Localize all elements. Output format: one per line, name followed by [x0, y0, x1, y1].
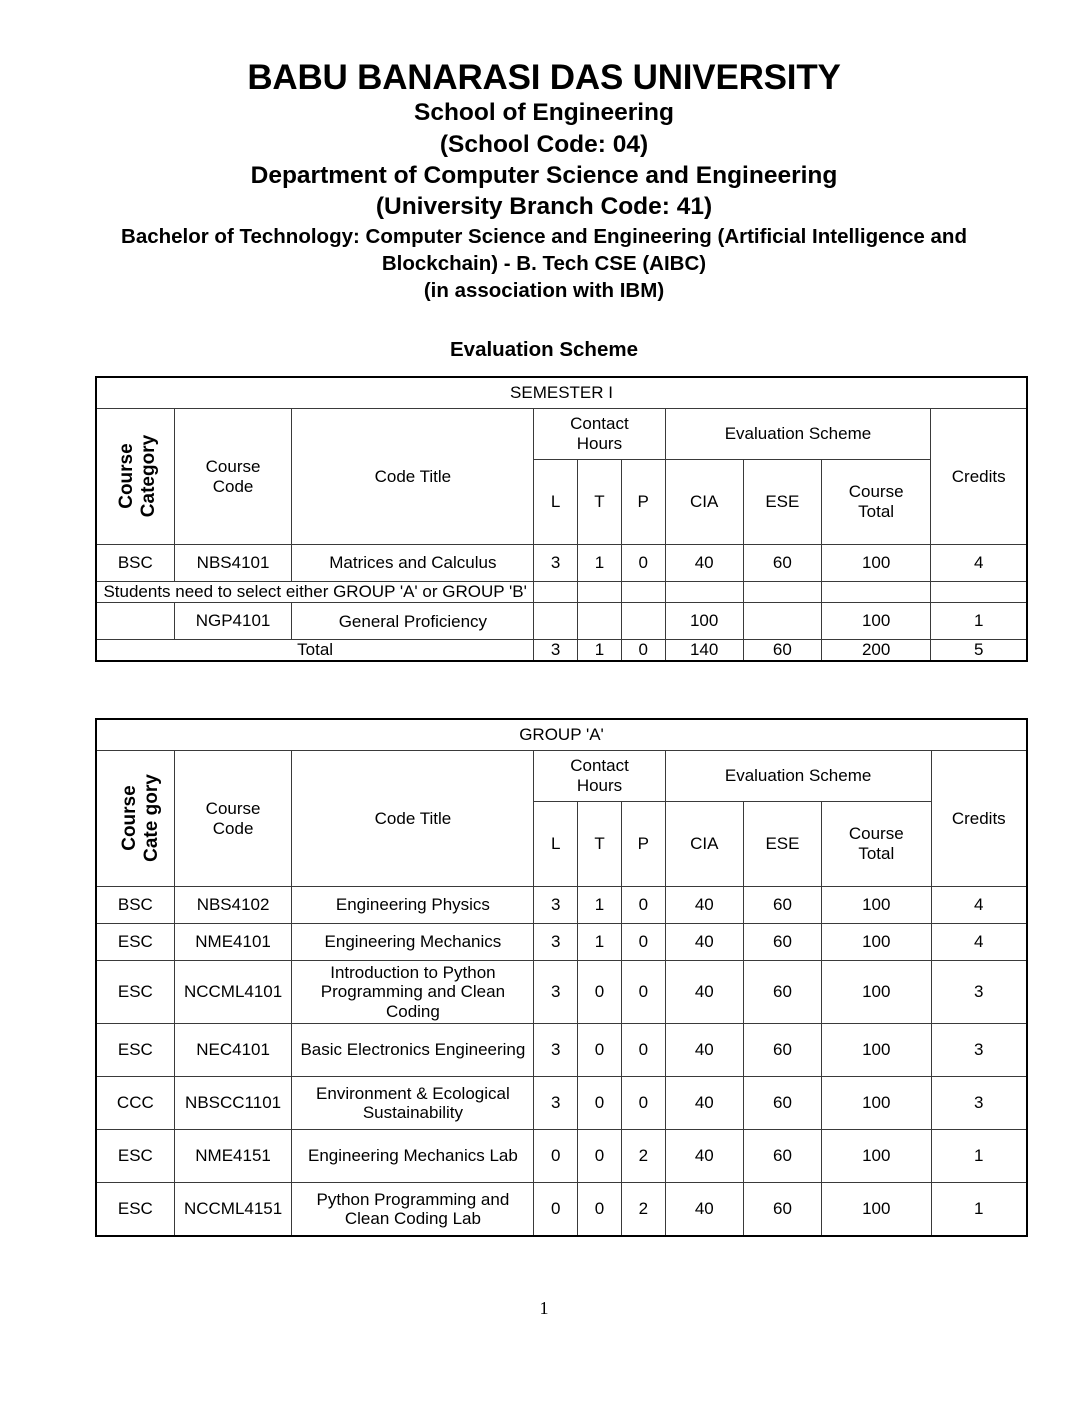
- cell-cia: 40: [665, 961, 743, 1024]
- total-p: 0: [621, 640, 665, 662]
- cell-cia-empty: [665, 582, 743, 603]
- total-row: [96, 640, 1027, 662]
- cell-ese: [743, 603, 821, 640]
- cell-p: 0: [621, 545, 665, 582]
- cell-category: BSC: [96, 887, 174, 924]
- cell-code: NCCML4101: [174, 961, 292, 1024]
- cell-category: CCC: [96, 1077, 174, 1130]
- cell-l: 3: [534, 1024, 578, 1077]
- cell-course-total: 100: [821, 603, 930, 640]
- branch-code: (University Branch Code: 41): [375, 193, 713, 221]
- header-code-title: Code Title: [292, 751, 534, 887]
- cell-course-total: 100: [822, 961, 931, 1024]
- cell-credits: 3: [931, 1024, 1027, 1077]
- cell-credits: 1: [931, 1183, 1027, 1237]
- cell-course-total: 100: [822, 1183, 931, 1237]
- table-row: [96, 603, 1027, 640]
- total-ese: 60: [743, 640, 821, 662]
- cell-course-total: 100: [822, 887, 931, 924]
- header-t: T: [578, 460, 622, 545]
- cell-cia: 40: [665, 1077, 743, 1130]
- total-credits: 5: [931, 640, 1027, 662]
- semester1-band-row: [96, 377, 1027, 409]
- groupa-table: [95, 718, 1028, 1237]
- cell-code: NCCML4151: [174, 1183, 292, 1237]
- table-row: [96, 545, 1027, 582]
- cell-l-empty: [534, 582, 578, 603]
- cell-category: ESC: [96, 924, 174, 961]
- header-course-total: Course Total: [822, 802, 931, 887]
- cell-code: NME4101: [174, 924, 292, 961]
- cell-t: 0: [578, 961, 622, 1024]
- group-selection-note: Students need to select either GROUP 'A' or GROUP 'B': [96, 582, 534, 603]
- cell-t: 1: [578, 924, 622, 961]
- cell-code: NEC4101: [174, 1024, 292, 1077]
- header-p: P: [621, 802, 665, 887]
- cell-cia: 40: [665, 924, 743, 961]
- group-selection-note-row: [96, 582, 1027, 603]
- cell-course-total-empty: [821, 582, 930, 603]
- cell-cia: 100: [665, 603, 743, 640]
- cell-ese: 60: [743, 1130, 821, 1183]
- cell-cia: 40: [665, 1024, 743, 1077]
- cell-course-total: 100: [821, 545, 930, 582]
- cell-course-total: 100: [822, 1130, 931, 1183]
- cell-ese: 60: [743, 1077, 821, 1130]
- cell-p: 0: [621, 924, 665, 961]
- cell-category: ESC: [96, 1024, 174, 1077]
- cell-code: NBS4102: [174, 887, 292, 924]
- cell-l: 3: [534, 545, 578, 582]
- cell-credits: 3: [931, 1077, 1027, 1130]
- cell-title: Engineering Mechanics Lab: [292, 1130, 534, 1183]
- header-course-total: Course Total: [821, 460, 930, 545]
- groupa-band-row: [96, 719, 1027, 751]
- cell-category: [96, 603, 174, 640]
- total-cia: 140: [665, 640, 743, 662]
- cell-cia: 40: [665, 545, 743, 582]
- cell-category: ESC: [96, 1183, 174, 1237]
- header-evaluation-scheme: Evaluation Scheme: [665, 751, 931, 802]
- groupa-table-wrapper: [95, 718, 1028, 1237]
- header-ese: ESE: [743, 802, 821, 887]
- cell-title: Basic Electronics Engineering: [292, 1024, 534, 1077]
- cell-code: NBSCC1101: [174, 1077, 292, 1130]
- cell-p: [621, 603, 665, 640]
- school-code: (School Code: 04): [439, 130, 649, 158]
- cell-credits: 3: [931, 961, 1027, 1024]
- header-course-category: [96, 409, 174, 545]
- cell-cia: 40: [665, 1130, 743, 1183]
- table-row: [96, 887, 1027, 924]
- cell-title: General Proficiency: [292, 603, 534, 640]
- table-row: [96, 961, 1027, 1024]
- header-row-top: [96, 409, 1027, 460]
- cell-t-empty: [578, 582, 622, 603]
- cell-l: [534, 603, 578, 640]
- cell-title: Environment & Ecological Sustainability: [292, 1077, 534, 1130]
- header-evaluation-scheme: Evaluation Scheme: [665, 409, 931, 460]
- cell-ese: 60: [743, 545, 821, 582]
- semester1-band-label: SEMESTER I: [96, 377, 1027, 409]
- cell-ese: 60: [743, 1183, 821, 1237]
- cell-credits: 1: [931, 603, 1027, 640]
- groupa-band-label: GROUP 'A': [96, 719, 1027, 751]
- cell-course-total: 100: [822, 1024, 931, 1077]
- semester1-table-wrapper: [95, 376, 1028, 662]
- association-note: (in association with IBM): [423, 278, 665, 302]
- cell-t: 1: [578, 545, 622, 582]
- cell-code: NGP4101: [174, 603, 292, 640]
- cell-ese-empty: [743, 582, 821, 603]
- header-course-code: Course Code: [174, 409, 292, 545]
- cell-ese: 60: [743, 1024, 821, 1077]
- cell-p: 2: [621, 1183, 665, 1237]
- header-l: L: [534, 460, 578, 545]
- cell-t: 1: [578, 887, 622, 924]
- cell-p-empty: [621, 582, 665, 603]
- table-row: [96, 1024, 1027, 1077]
- department-name: Department of Computer Science and Engineering: [250, 161, 838, 189]
- header-l: L: [534, 802, 578, 887]
- cell-title: Engineering Physics: [292, 887, 534, 924]
- cell-course-total: 100: [822, 1077, 931, 1130]
- header-contact-hours: Contact Hours: [534, 409, 665, 460]
- cell-p: 2: [621, 1130, 665, 1183]
- header-course-category-label: Course Category: [116, 435, 160, 518]
- header-t: T: [578, 802, 622, 887]
- cell-title: Engineering Mechanics: [292, 924, 534, 961]
- university-title: BABU BANARASI DAS UNIVERSITY: [247, 58, 841, 97]
- cell-p: 0: [621, 961, 665, 1024]
- table-row: [96, 1130, 1027, 1183]
- cell-course-total: 100: [822, 924, 931, 961]
- cell-l: 0: [534, 1130, 578, 1183]
- header-course-category-label: Course Cate gory: [118, 774, 162, 863]
- school-name: School of Engineering: [414, 99, 674, 127]
- total-t: 1: [578, 640, 622, 662]
- header-p: P: [621, 460, 665, 545]
- header-ese: ESE: [743, 460, 821, 545]
- document-header: [0, 0, 1088, 304]
- cell-ese: 60: [743, 887, 821, 924]
- cell-p: 0: [621, 1024, 665, 1077]
- cell-l: 3: [534, 961, 578, 1024]
- cell-code: NBS4101: [174, 545, 292, 582]
- cell-category: BSC: [96, 545, 174, 582]
- cell-p: 0: [621, 1077, 665, 1130]
- cell-ese: 60: [743, 961, 821, 1024]
- header-course-category: [96, 751, 174, 887]
- total-course-total: 200: [821, 640, 930, 662]
- cell-t: 0: [578, 1183, 622, 1237]
- header-cia: CIA: [665, 460, 743, 545]
- cell-t: 0: [578, 1024, 622, 1077]
- cell-credits: 1: [931, 1130, 1027, 1183]
- cell-t: [578, 603, 622, 640]
- header-contact-hours: Contact Hours: [534, 751, 665, 802]
- cell-l: 3: [534, 887, 578, 924]
- cell-ese: 60: [743, 924, 821, 961]
- cell-category: ESC: [96, 1130, 174, 1183]
- cell-code: NME4151: [174, 1130, 292, 1183]
- cell-cia: 40: [665, 887, 743, 924]
- cell-credits-empty: [931, 582, 1027, 603]
- cell-category: ESC: [96, 961, 174, 1024]
- cell-l: 3: [534, 1077, 578, 1130]
- page-title: Evaluation Scheme: [450, 337, 638, 361]
- cell-title: Introduction to Python Programming and Clean Coding: [292, 961, 534, 1024]
- table-row: [96, 1183, 1027, 1237]
- header-cia: CIA: [665, 802, 743, 887]
- header-credits: Credits: [931, 409, 1027, 545]
- header-code-title: Code Title: [292, 409, 534, 545]
- table-row: [96, 1077, 1027, 1130]
- page-number: 1: [539, 1298, 549, 1318]
- total-label: Total: [96, 640, 534, 662]
- cell-credits: 4: [931, 887, 1027, 924]
- cell-credits: 4: [931, 545, 1027, 582]
- cell-title: Matrices and Calculus: [292, 545, 534, 582]
- program-name: Bachelor of Technology: Computer Science and Engineering (Artificial Intelligence and Blockchain) - B. Tech CSE (AIBC): [121, 224, 967, 275]
- cell-l: 0: [534, 1183, 578, 1237]
- table-row: [96, 924, 1027, 961]
- cell-title: Python Programming and Clean Coding Lab: [292, 1183, 534, 1237]
- total-l: 3: [534, 640, 578, 662]
- header-credits: Credits: [931, 751, 1027, 887]
- cell-t: 0: [578, 1130, 622, 1183]
- cell-l: 3: [534, 924, 578, 961]
- semester1-table: [95, 376, 1028, 662]
- cell-credits: 4: [931, 924, 1027, 961]
- header-course-code: Course Code: [174, 751, 292, 887]
- cell-p: 0: [621, 887, 665, 924]
- header-row-top: [96, 751, 1027, 802]
- cell-t: 0: [578, 1077, 622, 1130]
- cell-cia: 40: [665, 1183, 743, 1237]
